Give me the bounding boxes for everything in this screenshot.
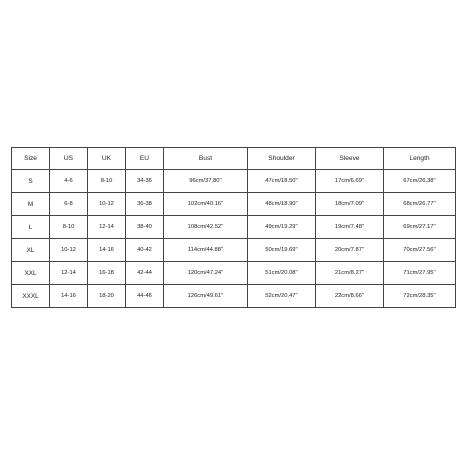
cell-length: 68cm/26.77'' bbox=[384, 193, 456, 216]
table-row bbox=[12, 262, 456, 285]
cell-sleeve: 18cm/7.09'' bbox=[316, 193, 384, 216]
cell-shoulder: 49cm/19.29'' bbox=[248, 216, 316, 239]
cell-eu: 40-42 bbox=[126, 239, 164, 262]
cell-bust: 108cm/42.52'' bbox=[164, 216, 248, 239]
cell-us: 6-8 bbox=[50, 193, 88, 216]
cell-size: XL bbox=[12, 239, 50, 262]
cell-sleeve: 17cm/6.69'' bbox=[316, 170, 384, 193]
cell-uk: 16-18 bbox=[88, 262, 126, 285]
table-row bbox=[12, 285, 456, 308]
cell-size: XXXL bbox=[12, 285, 50, 308]
cell-uk: 8-10 bbox=[88, 170, 126, 193]
table-row bbox=[12, 170, 456, 193]
header-shoulder: Shoulder bbox=[248, 148, 316, 170]
cell-bust: 120cm/47.24'' bbox=[164, 262, 248, 285]
cell-shoulder: 48cm/18.90'' bbox=[248, 193, 316, 216]
table-row bbox=[12, 216, 456, 239]
cell-sleeve: 20cm/7.87'' bbox=[316, 239, 384, 262]
cell-eu: 34-36 bbox=[126, 170, 164, 193]
header-bust: Bust bbox=[164, 148, 248, 170]
cell-length: 70cm/27.56'' bbox=[384, 239, 456, 262]
cell-uk: 18-20 bbox=[88, 285, 126, 308]
cell-bust: 96cm/37.80'' bbox=[164, 170, 248, 193]
cell-eu: 42-44 bbox=[126, 262, 164, 285]
cell-eu: 44-46 bbox=[126, 285, 164, 308]
table-row bbox=[12, 239, 456, 262]
cell-sleeve: 21cm/8.27'' bbox=[316, 262, 384, 285]
header-length: Length bbox=[384, 148, 456, 170]
cell-size: S bbox=[12, 170, 50, 193]
size-chart-table bbox=[11, 147, 456, 308]
cell-sleeve: 19cm/7.48'' bbox=[316, 216, 384, 239]
cell-us: 12-14 bbox=[50, 262, 88, 285]
cell-bust: 114cm/44.88'' bbox=[164, 239, 248, 262]
header-eu: EU bbox=[126, 148, 164, 170]
header-uk: UK bbox=[88, 148, 126, 170]
cell-uk: 12-14 bbox=[88, 216, 126, 239]
cell-bust: 126cm/49.61'' bbox=[164, 285, 248, 308]
cell-uk: 10-12 bbox=[88, 193, 126, 216]
cell-shoulder: 47cm/18.50'' bbox=[248, 170, 316, 193]
cell-size: M bbox=[12, 193, 50, 216]
cell-uk: 14-16 bbox=[88, 239, 126, 262]
header-sleeve: Sleeve bbox=[316, 148, 384, 170]
cell-us: 10-12 bbox=[50, 239, 88, 262]
cell-shoulder: 50cm/19.69'' bbox=[248, 239, 316, 262]
cell-length: 72cm/28.35'' bbox=[384, 285, 456, 308]
table-row bbox=[12, 193, 456, 216]
cell-length: 67cm/26.38'' bbox=[384, 170, 456, 193]
cell-us: 4-6 bbox=[50, 170, 88, 193]
cell-us: 8-10 bbox=[50, 216, 88, 239]
cell-bust: 102cm/40.16'' bbox=[164, 193, 248, 216]
cell-size: L bbox=[12, 216, 50, 239]
cell-eu: 36-38 bbox=[126, 193, 164, 216]
cell-length: 71cm/27.95'' bbox=[384, 262, 456, 285]
cell-length: 69cm/27.17'' bbox=[384, 216, 456, 239]
cell-shoulder: 51cm/20.08'' bbox=[248, 262, 316, 285]
cell-shoulder: 52cm/20.47'' bbox=[248, 285, 316, 308]
cell-sleeve: 22cm/8.66'' bbox=[316, 285, 384, 308]
header-us: US bbox=[50, 148, 88, 170]
cell-eu: 38-40 bbox=[126, 216, 164, 239]
cell-size: XXL bbox=[12, 262, 50, 285]
cell-us: 14-16 bbox=[50, 285, 88, 308]
header-size: Size bbox=[12, 148, 50, 170]
table-header-row bbox=[12, 148, 456, 170]
